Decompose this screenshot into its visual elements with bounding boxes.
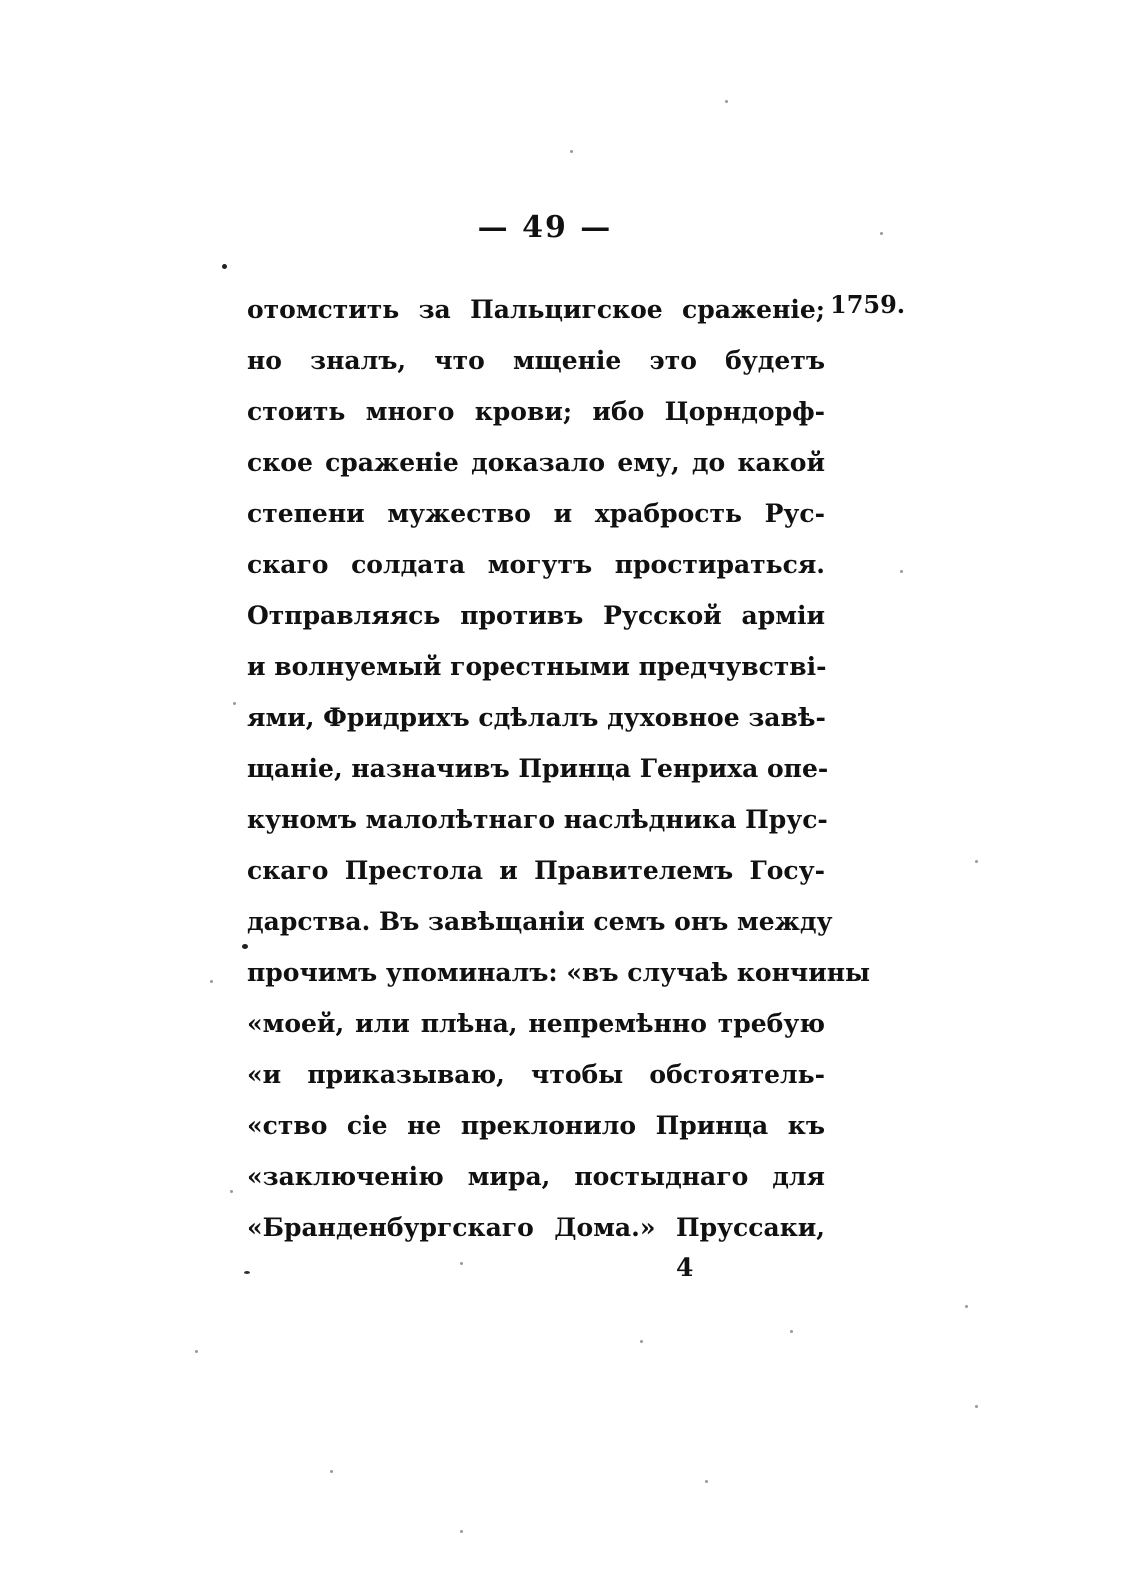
scan-speck — [640, 1340, 643, 1343]
text-line: щаніе, назначивъ Принца Генриха опе- — [247, 754, 829, 783]
scan-speck — [705, 1480, 708, 1483]
signature-mark: 4 — [676, 1253, 694, 1282]
text-line: «заключенію мира, постыднаго для — [247, 1162, 825, 1191]
text-line: «ство сіе не преклонило Принца къ — [247, 1111, 825, 1140]
page-number-header: — 49 — — [477, 210, 613, 245]
text-line: прочимъ упоминалъ: «въ случаѣ кончины — [247, 958, 871, 987]
text-line: скаго Престола и Правителемъ Госу- — [247, 856, 825, 885]
text-line: «и приказываю, чтобы обстоятель- — [247, 1060, 825, 1089]
scan-speck — [460, 1530, 463, 1533]
text-line: ями, Фридрихъ сдѣлалъ духовное завѣ- — [247, 703, 826, 732]
text-line: скаго солдата могутъ простираться. — [247, 550, 825, 579]
scan-speck — [460, 1262, 463, 1265]
scan-speck — [880, 232, 883, 235]
scan-speck — [900, 570, 903, 573]
text-line: стоить много крови; ибо Цорндорф- — [247, 397, 825, 426]
scan-speck — [244, 1271, 250, 1274]
text-line: но зналъ, что мщеніе это будетъ — [247, 346, 825, 375]
scan-speck — [210, 980, 213, 983]
scan-speck — [975, 860, 978, 863]
text-line: и волнуемый горестными предчувствi- — [247, 652, 827, 681]
scan-speck — [242, 944, 248, 949]
scan-speck — [790, 1330, 793, 1333]
text-line: ское сраженіе доказало ему, до какой — [247, 448, 825, 477]
scan-speck — [330, 1470, 333, 1473]
text-line: «моей, или плѣна, непремѣнно требую — [247, 1009, 825, 1038]
scan-speck — [222, 264, 227, 269]
scan-speck — [233, 702, 236, 705]
text-line: отомстить за Пальцигское сраженіе; — [247, 295, 825, 324]
margin-year-note: 1759. — [830, 290, 906, 319]
text-line: «Бранденбургскаго Дома.» Пруссаки, — [247, 1213, 825, 1242]
scan-speck — [975, 1405, 978, 1408]
text-line: дарства. Въ завѣщаніи семъ онъ между — [247, 907, 833, 936]
text-line: степени мужество и храбрость Рус- — [247, 499, 825, 528]
scan-speck — [965, 1305, 968, 1308]
scan-speck — [570, 150, 573, 153]
scan-speck — [725, 100, 728, 103]
text-line: Отправляясь противъ Русской арміи — [247, 601, 825, 630]
scan-speck — [230, 1190, 233, 1193]
text-line: куномъ малолѣтнаго наслѣдника Прус- — [247, 805, 828, 834]
scan-speck — [195, 1350, 198, 1353]
